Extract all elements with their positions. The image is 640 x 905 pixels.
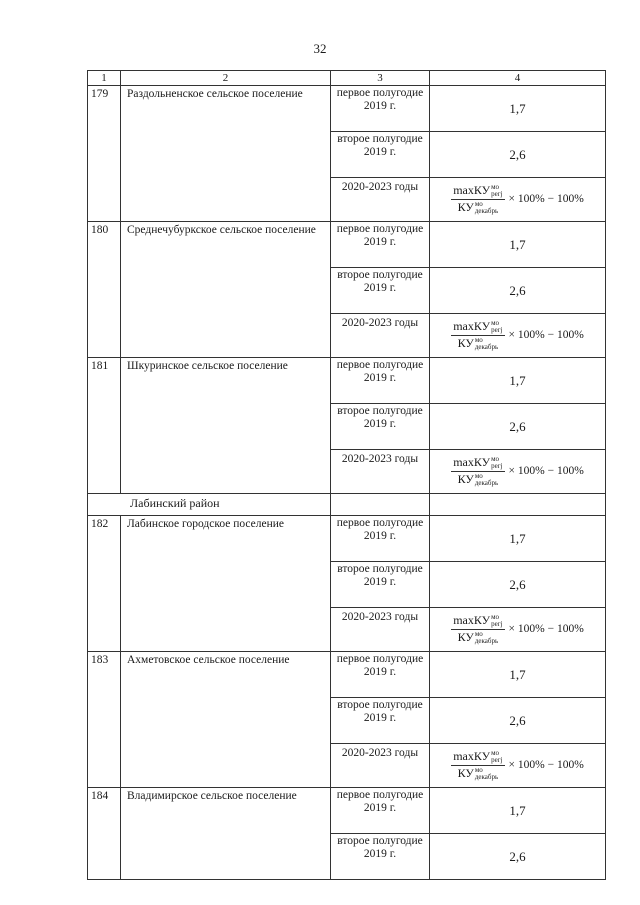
formula-denominator-sub: декабрь — [474, 207, 499, 216]
formula-denominator-scripts — [475, 473, 498, 487]
formula-numerator — [451, 614, 504, 630]
growth-formula — [430, 614, 605, 646]
period-label: 2020-2023 годы — [331, 314, 430, 358]
index-value: 1,7 — [430, 86, 606, 132]
formula-numerator-sub-text: рег — [491, 190, 501, 198]
formula-denominator-sub: декабрь — [474, 637, 499, 646]
formula-numerator-sup: мо — [491, 455, 500, 463]
formula-numerator — [451, 184, 504, 200]
formula-denominator — [456, 630, 501, 645]
period-label: второе полугодие 2019 г. — [331, 698, 430, 744]
growth-formula — [430, 320, 605, 352]
formula-fraction — [451, 184, 504, 216]
table-row — [88, 86, 606, 132]
formula-denominator-scripts — [475, 201, 498, 215]
table-row — [88, 652, 606, 698]
formula-numerator-sup: мо — [491, 749, 500, 757]
settlement-name: Среднечубуркское сельское поселение — [121, 222, 331, 358]
settlement-name: Раздольненское сельское поселение — [121, 86, 331, 222]
formula-denominator-main: КУ — [457, 630, 474, 644]
period-label: первое полугодие 2019 г. — [331, 788, 430, 834]
formula-numerator — [451, 456, 504, 472]
formula-numerator-scripts — [491, 320, 502, 334]
formula-numerator-sub-index: j — [500, 756, 503, 764]
formula-numerator-sub — [491, 327, 502, 334]
index-value: 1,7 — [430, 358, 606, 404]
formula-tail: × 100% − 100% — [508, 329, 584, 341]
formula-numerator-sub-text: рег — [491, 756, 501, 764]
index-formula-cell — [430, 608, 606, 652]
row-number: 182 — [88, 516, 121, 652]
formula-tail: × 100% − 100% — [508, 465, 584, 477]
index-value: 2,6 — [430, 132, 606, 178]
row-number: 183 — [88, 652, 121, 788]
formula-numerator-sup: мо — [491, 613, 500, 621]
period-label: второе полугодие 2019 г. — [331, 562, 430, 608]
formula-numerator-sub-index: j — [500, 190, 503, 198]
index-formula-cell — [430, 314, 606, 358]
index-value: 1,7 — [430, 516, 606, 562]
formula-numerator — [451, 750, 504, 766]
table-row — [88, 516, 606, 562]
district-empty-cell — [430, 494, 606, 516]
index-value: 2,6 — [430, 268, 606, 314]
index-value: 1,7 — [430, 788, 606, 834]
formula-denominator — [456, 336, 501, 351]
formula-fraction — [451, 320, 504, 352]
formula-numerator-sub-text: рег — [491, 620, 501, 628]
period-label: второе полугодие 2019 г. — [331, 132, 430, 178]
period-label: 2020-2023 годы — [331, 450, 430, 494]
formula-numerator-scripts — [491, 184, 502, 198]
formula-numerator — [451, 320, 504, 336]
formula-denominator — [456, 472, 501, 487]
period-label: первое полугодие 2019 г. — [331, 652, 430, 698]
index-formula-cell — [430, 744, 606, 788]
formula-numerator-main: maxКУ — [453, 748, 491, 763]
formula-fraction — [451, 614, 504, 646]
formula-numerator-scripts — [491, 456, 502, 470]
formula-denominator-sub: декабрь — [474, 343, 499, 352]
period-label: первое полугодие 2019 г. — [331, 222, 430, 268]
formula-fraction — [451, 456, 504, 488]
index-formula-cell — [430, 178, 606, 222]
formula-denominator-sup: мо — [474, 630, 483, 639]
table-row — [88, 788, 606, 834]
formula-denominator-main: КУ — [457, 472, 474, 486]
formula-numerator-main: maxКУ — [453, 318, 491, 333]
formula-denominator-main: КУ — [457, 766, 474, 780]
column-header-1: 1 — [88, 71, 121, 86]
formula-numerator-sub — [491, 463, 502, 470]
row-number: 181 — [88, 358, 121, 494]
index-formula-cell — [430, 450, 606, 494]
formula-numerator-scripts — [491, 750, 502, 764]
formula-tail: × 100% − 100% — [508, 759, 584, 771]
period-label: первое полугодие 2019 г. — [331, 86, 430, 132]
formula-numerator-sup: мо — [491, 183, 500, 191]
formula-numerator-scripts — [491, 614, 502, 628]
table-header-row — [88, 71, 606, 86]
settlement-name: Владимирское сельское поселение — [121, 788, 331, 880]
formula-denominator — [456, 766, 501, 781]
row-number: 184 — [88, 788, 121, 880]
formula-denominator-scripts — [475, 337, 498, 351]
district-empty-cell — [331, 494, 430, 516]
formula-numerator-sub-index: j — [500, 326, 503, 334]
formula-denominator-sup: мо — [474, 200, 483, 209]
formula-numerator-main: maxКУ — [453, 454, 491, 469]
formula-fraction — [451, 750, 504, 782]
formula-denominator-sub: декабрь — [474, 479, 499, 488]
index-value: 1,7 — [430, 222, 606, 268]
period-label: второе полугодие 2019 г. — [331, 404, 430, 450]
index-value: 2,6 — [430, 834, 606, 880]
page-number: 32 — [313, 41, 327, 56]
formula-tail: × 100% − 100% — [508, 623, 584, 635]
index-value: 2,6 — [430, 404, 606, 450]
formula-numerator-sub — [491, 621, 502, 628]
column-header-4: 4 — [430, 71, 606, 86]
column-header-2: 2 — [121, 71, 331, 86]
formula-denominator-sub: декабрь — [474, 773, 499, 782]
formula-numerator-sub — [491, 757, 502, 764]
settlement-name: Шкуринское сельское поселение — [121, 358, 331, 494]
growth-formula — [430, 750, 605, 782]
period-label: второе полугодие 2019 г. — [331, 268, 430, 314]
formula-numerator-sub — [491, 191, 502, 198]
formula-numerator-sub-index: j — [500, 462, 503, 470]
formula-denominator-main: КУ — [457, 336, 474, 350]
formula-denominator-sup: мо — [474, 472, 483, 481]
index-value: 2,6 — [430, 562, 606, 608]
formula-numerator-sub-text: рег — [491, 462, 501, 470]
formula-numerator-sup: мо — [491, 319, 500, 327]
period-label: первое полугодие 2019 г. — [331, 516, 430, 562]
settlement-name: Лабинское городское поселение — [121, 516, 331, 652]
formula-denominator-sup: мо — [474, 336, 483, 345]
formula-tail: × 100% − 100% — [508, 193, 584, 205]
formula-numerator-sub-index: j — [500, 620, 503, 628]
period-label: 2020-2023 годы — [331, 744, 430, 788]
growth-formula — [430, 184, 605, 216]
settlement-name: Ахметовское сельское поселение — [121, 652, 331, 788]
index-value: 1,7 — [430, 652, 606, 698]
column-header-3: 3 — [331, 71, 430, 86]
period-label: первое полугодие 2019 г. — [331, 358, 430, 404]
district-row — [88, 494, 606, 516]
table-row — [88, 358, 606, 404]
formula-denominator-sup: мо — [474, 766, 483, 775]
formula-denominator — [456, 200, 501, 215]
period-label: 2020-2023 годы — [331, 178, 430, 222]
table-row — [88, 222, 606, 268]
row-number: 179 — [88, 86, 121, 222]
formula-numerator-sub-text: рег — [491, 326, 501, 334]
period-label: 2020-2023 годы — [331, 608, 430, 652]
index-value: 2,6 — [430, 698, 606, 744]
formula-numerator-main: maxКУ — [453, 612, 491, 627]
formula-denominator-scripts — [475, 631, 498, 645]
formula-denominator-main: КУ — [457, 200, 474, 214]
formula-denominator-scripts — [475, 767, 498, 781]
formula-numerator-main: maxКУ — [453, 182, 491, 197]
growth-formula — [430, 456, 605, 488]
district-name: Лабинский район — [88, 494, 331, 516]
period-label: второе полугодие 2019 г. — [331, 834, 430, 880]
row-number: 180 — [88, 222, 121, 358]
tariff-index-table — [87, 70, 606, 880]
